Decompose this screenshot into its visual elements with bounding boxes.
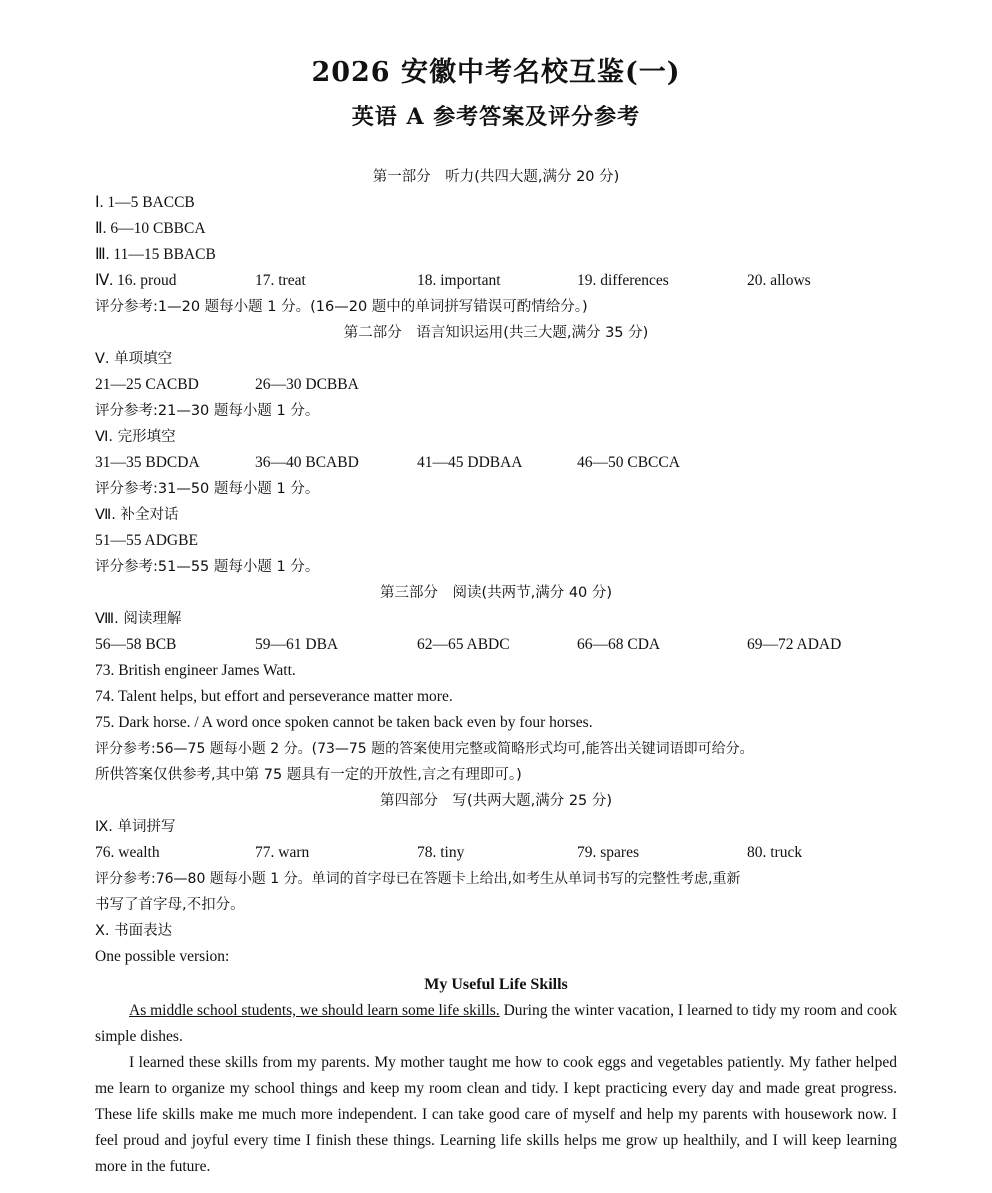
essay-paragraph-2: I learned these skills from my parents. My mother taught me how to cook eggs and vegetables patiently. My father helped me learn to organize my school things and keep my room clean and tidy. I kept practicing every day and made great progress. These life skills make me much more independent. I can take good care of myself and help my parents with housework now. I feel proud and joyful every time I finish these things. Learning life skills helps me grow up healthily, and I will keep learning more in the future. (95, 1054, 897, 1175)
answer-18: 18. important (417, 272, 501, 289)
answer-76: 76. wealth (95, 844, 160, 861)
part2-heading: 第二部分 语言知识运用(共三大题,满分 35 分) (343, 325, 649, 341)
answer-21-25: 21—25 CACBD (95, 376, 199, 393)
answer-73: 73. British engineer James Watt. (95, 662, 296, 679)
answer-59-61: 59—61 DBA (255, 636, 339, 653)
answer-17: 17. treat (255, 272, 306, 289)
answer-62-65: 62—65 ABDC (417, 636, 510, 653)
sec6-answers (95, 451, 897, 475)
answer-19: 19. differences (577, 272, 669, 289)
answer-16: Ⅳ. 16. proud (95, 272, 177, 289)
part3-scoring-line1: 评分参考:56—75 题每小题 2 分。(73—75 题的答案使用完整或简略形式均可,能答出关键词语即可给分。 (95, 741, 754, 757)
answer-69-72: 69—72 ADAD (747, 636, 842, 653)
page-subtitle: 英语 A 参考答案及评分参考 (351, 104, 641, 130)
part1-row3: Ⅲ. 11—15 BBACB (95, 246, 216, 263)
part1-row2: Ⅱ. 6—10 CBBCA (95, 220, 206, 237)
sec7-scoring: 评分参考:51—55 题每小题 1 分。 (95, 559, 320, 575)
answer-74: 74. Talent helps, but effort and perseverance matter more. (95, 688, 453, 705)
answer-77: 77. warn (255, 844, 310, 861)
answer-26-30: 26—30 DCBBA (255, 376, 359, 393)
essay-title: My Useful Life Skills (424, 976, 568, 993)
essay-paragraph-1 (95, 998, 897, 1050)
answer-78: 78. tiny (417, 844, 465, 861)
part1-heading: 第一部分 听力(共四大题,满分 20 分) (372, 169, 620, 185)
part1-scoring: 评分参考:1—20 题每小题 1 分。(16—20 题中的单词拼写错误可酌情给分。) (95, 299, 588, 315)
essay-paragraph-1-rest: During the winter vacation, I learned to tidy my room and cook simple dishes. (95, 1002, 897, 1045)
page-title: 2026 安徽中考名校互鉴(一) (311, 57, 681, 88)
version-label: One possible version: (95, 948, 230, 965)
answer-36-40: 36—40 BCABD (255, 454, 359, 471)
answer-75: 75. Dark horse. / A word once spoken cannot be taken back even by four horses. (95, 714, 593, 731)
answer-41-45: 41—45 DDBAA (417, 454, 523, 471)
sec5-title: Ⅴ. 单项填空 (95, 351, 173, 367)
sec5-scoring: 评分参考:21—30 题每小题 1 分。 (95, 403, 320, 419)
answer-46-50: 46—50 CBCCA (577, 454, 680, 471)
sec8-title: Ⅷ. 阅读理解 (95, 611, 182, 627)
part4-heading: 第四部分 写(共两大题,满分 25 分) (379, 793, 613, 809)
sec9-answers (95, 841, 897, 865)
sec9-title: Ⅸ. 单词拼写 (95, 819, 176, 835)
answer-56-58: 56—58 BCB (95, 636, 177, 653)
sec9-scoring-line2: 书写了首字母,不扣分。 (95, 897, 245, 913)
sec5-answers (95, 373, 897, 397)
essay-topic-sentence: As middle school students, we should learn some life skills. (129, 1002, 500, 1019)
sec9-scoring-line1: 评分参考:76—80 题每小题 1 分。单词的首字母已在答题卡上给出,如考生从单词书写的完整性考虑,重新 (95, 871, 741, 887)
sec7-answers: 51—55 ADGBE (95, 532, 198, 549)
part1-row4 (95, 269, 897, 293)
answer-79: 79. spares (577, 844, 639, 861)
sec8-answers (95, 633, 897, 657)
answer-66-68: 66—68 CDA (577, 636, 661, 653)
answer-80: 80. truck (747, 844, 803, 861)
answer-31-35: 31—35 BDCDA (95, 454, 200, 471)
sec10-title: Ⅹ. 书面表达 (95, 923, 173, 939)
answer-20: 20. allows (747, 272, 811, 289)
sec6-title: Ⅵ. 完形填空 (95, 429, 176, 445)
part1-row1: Ⅰ. 1—5 BACCB (95, 194, 195, 211)
part3-scoring-line2: 所供答案仅供参考,其中第 75 题具有一定的开放性,言之有理即可。) (95, 767, 522, 783)
part3-heading: 第三部分 阅读(共两节,满分 40 分) (379, 585, 613, 601)
sec6-scoring: 评分参考:31—50 题每小题 1 分。 (95, 481, 320, 497)
sec7-title: Ⅶ. 补全对话 (95, 507, 179, 523)
